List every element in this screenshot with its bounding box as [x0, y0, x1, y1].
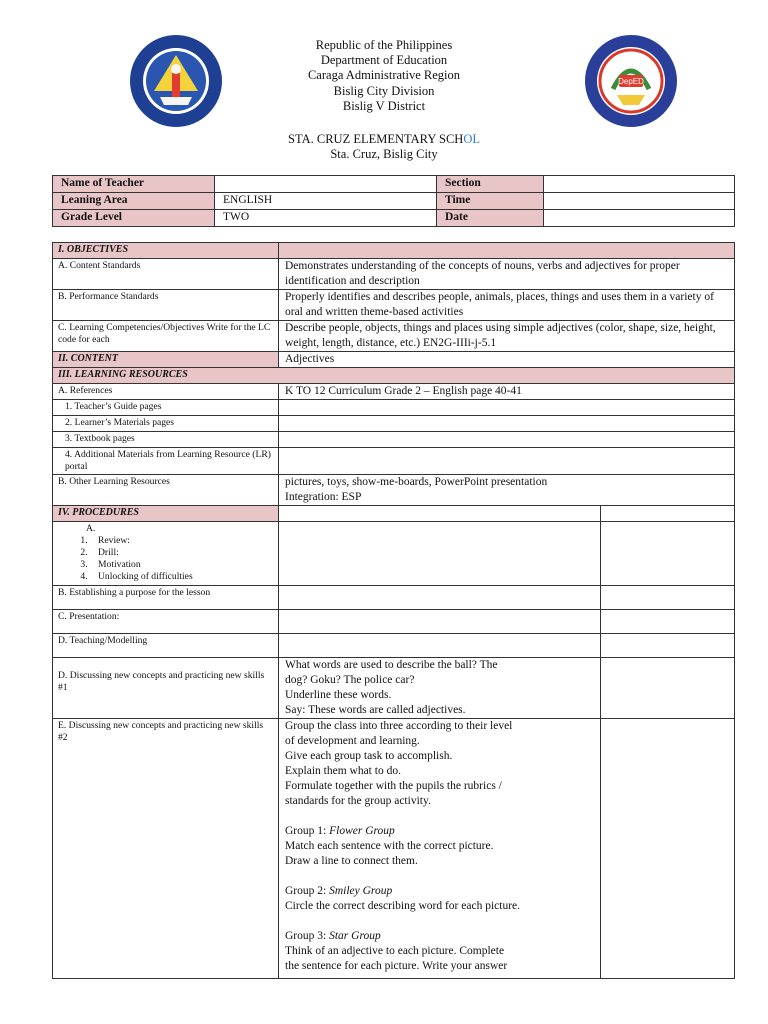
proc-a-label: A. — [86, 523, 96, 534]
text-line: the sentence for each picture. Write your answer — [285, 960, 508, 972]
textbook-label: 3. Textbook pages — [53, 432, 279, 448]
text-line: Underline these words. — [285, 689, 392, 701]
proc-e-label: E. Discussing new concepts and practicing new skills #2 — [53, 719, 279, 979]
name-of-teacher-field[interactable] — [215, 176, 437, 193]
learners-materials-label: 2. Learner’s Materials pages — [53, 416, 279, 432]
procedures-header: IV. PROCEDURES — [53, 506, 279, 522]
text-line: dog? Goku? The police car? — [285, 674, 415, 686]
proc-d-discuss-label: D. Discussing new concepts and practicing new skills #1 — [53, 658, 279, 719]
learning-area-field[interactable]: ENGLISH — [215, 193, 437, 210]
lesson-plan-table — [52, 242, 735, 979]
text-line: Think of an adjective to each picture. Complete — [285, 945, 505, 957]
text-line: Explain them what to do. — [285, 765, 401, 777]
text-line: What words are used to describe the ball? The — [285, 659, 498, 671]
procedures-col3 — [601, 506, 735, 522]
proc-a-col2 — [279, 522, 601, 586]
performance-standards-label: B. Performance Standards — [53, 290, 279, 321]
grade-level-field[interactable]: TWO — [215, 210, 437, 227]
learners-materials-value — [279, 416, 735, 432]
proc-b-label: B. Establishing a purpose for the lesson — [53, 586, 279, 610]
date-label: Date — [437, 210, 544, 227]
header-line: Bislig City Division — [333, 83, 435, 98]
proc-e-value — [279, 719, 601, 979]
objectives-header: I. OBJECTIVES — [53, 243, 279, 259]
teacher-info-table — [52, 175, 735, 227]
proc-d-teach-col3 — [601, 634, 735, 658]
proc-a-cell — [53, 522, 279, 586]
seal-center-text: DepED — [618, 77, 644, 86]
proc-c-col2 — [279, 610, 601, 634]
header-line: Department of Education — [320, 53, 448, 68]
section-label: Section — [437, 176, 544, 193]
header-line: Bislig V District — [342, 98, 426, 113]
header-block — [0, 38, 768, 114]
proc-b-col3 — [601, 586, 735, 610]
group-heading: Group 1: Flower Group — [285, 825, 395, 837]
content-header: II. CONTENT — [53, 352, 279, 368]
objectives-header-fill — [279, 243, 735, 259]
list-item: 2. Drill: — [90, 547, 273, 559]
text-line: Give each group task to accomplish. — [285, 750, 453, 762]
procedures-col2 — [279, 506, 601, 522]
teachers-guide-label: 1. Teacher’s Guide pages — [53, 400, 279, 416]
performance-standards-value: Properly identifies and describes people, animals, places, things and uses them in a variety of oral and written theme-based activities — [279, 290, 735, 321]
name-of-teacher-label: Name of Teacher — [53, 176, 215, 193]
header-line: Republic of the Philippines — [315, 38, 453, 52]
grade-level-label: Grade Level — [53, 210, 215, 227]
proc-d-discuss-value — [279, 658, 601, 719]
school-block — [0, 132, 768, 162]
additional-materials-label: 4. Additional Materials from Learning Resource (LR) portal — [53, 448, 279, 475]
text-line: Group the class into three according to their level — [285, 720, 513, 732]
group-heading: Group 3: Star Group — [285, 930, 381, 942]
other-resources-value — [279, 475, 735, 506]
header-line: Caraga Administrative Region — [307, 68, 461, 83]
text-line: Say: These words are called adjectives. — [285, 704, 466, 716]
list-item: 4. Unlocking of difficulties — [90, 571, 273, 583]
other-resources-label: B. Other Learning Resources — [53, 475, 279, 506]
proc-e-col3 — [601, 719, 735, 979]
proc-b-col2 — [279, 586, 601, 610]
content-standards-label: A. Content Standards — [53, 259, 279, 290]
proc-d-teach-col2 — [279, 634, 601, 658]
date-field[interactable] — [544, 210, 735, 227]
proc-d-teach-label: D. Teaching/Modelling — [53, 634, 279, 658]
references-label: A. References — [53, 384, 279, 400]
references-value: K TO 12 Curriculum Grade 2 – English page 40-41 — [279, 384, 735, 400]
text-line: standards for the group activity. — [285, 795, 431, 807]
time-field[interactable] — [544, 193, 735, 210]
text-line: Match each sentence with the correct picture. — [285, 840, 494, 852]
proc-d-discuss-col3 — [601, 658, 735, 719]
learning-area-label: Leaning Area — [53, 193, 215, 210]
text-line: of development and learning. — [285, 735, 420, 747]
list-item: 1. Review: — [90, 535, 273, 547]
proc-c-label: C. Presentation: — [53, 610, 279, 634]
text-line: Formulate together with the pupils the rubrics / — [285, 780, 502, 792]
school-name: STA. CRUZ ELEMENTARY SCHOL — [288, 132, 480, 146]
content-value: Adjectives — [279, 352, 735, 368]
list-item: 3. Motivation — [90, 559, 273, 571]
section-field[interactable] — [544, 176, 735, 193]
additional-materials-value — [279, 448, 735, 475]
proc-a-col3 — [601, 522, 735, 586]
resources-header: III. LEARNING RESOURCES — [53, 368, 735, 384]
other-resources-line: pictures, toys, show-me-boards, PowerPoint presentation — [285, 476, 548, 488]
other-resources-line: Integration: ESP — [285, 491, 362, 503]
time-label: Time — [437, 193, 544, 210]
content-standards-value: Demonstrates understanding of the concepts of nouns, verbs and adjectives for proper identification and description — [279, 259, 735, 290]
text-line: Circle the correct describing word for each picture. — [285, 900, 521, 912]
competencies-label: C. Learning Competencies/Objectives Write for the LC code for each — [53, 321, 279, 352]
teachers-guide-value — [279, 400, 735, 416]
proc-a-list — [58, 535, 273, 583]
text-line: Draw a line to connect them. — [285, 855, 418, 867]
school-address: Sta. Cruz, Bislig City — [330, 147, 438, 162]
proc-c-col3 — [601, 610, 735, 634]
competencies-value: Describe people, objects, things and places using simple adjectives (color, shape, size, height, weight, length, distance, etc.) EN2G-IIIi-j-5.1 — [279, 321, 735, 352]
textbook-value — [279, 432, 735, 448]
group-heading: Group 2: Smiley Group — [285, 885, 393, 897]
